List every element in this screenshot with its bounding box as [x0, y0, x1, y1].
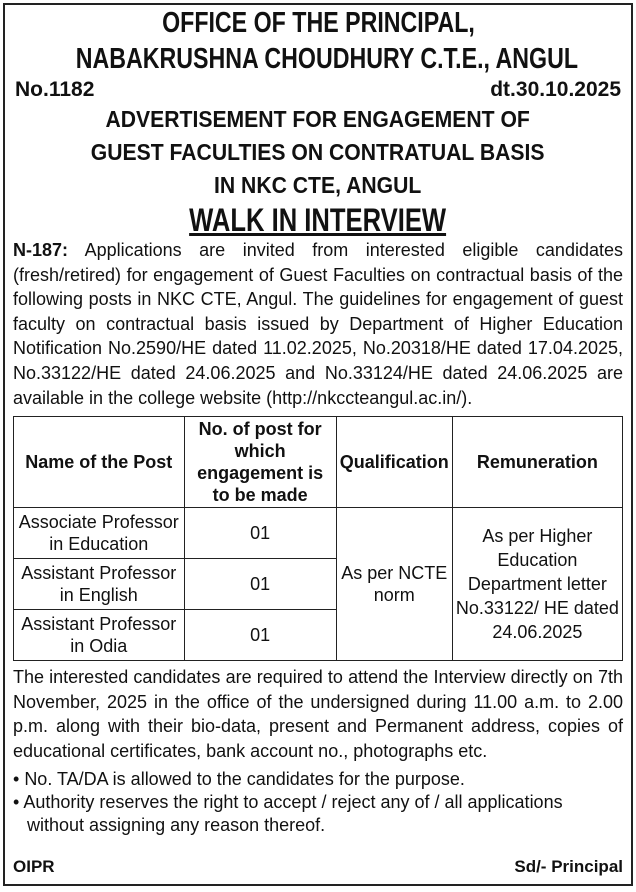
post-name: Associate Professor in Education — [14, 508, 185, 559]
advertisement-border — [3, 3, 633, 886]
heading-line2: GUEST FACULTIES ON CONTRATUAL BASIS — [91, 139, 545, 165]
header-count: No. of post for which engagement is to be made — [184, 417, 336, 508]
post-count: 01 — [184, 610, 336, 661]
header-remuneration: Remuneration — [452, 417, 622, 508]
post-name: Assistant Professor in Odia — [14, 610, 185, 661]
walk-in-heading: WALK IN INTERVIEW — [189, 202, 447, 238]
heading-line1: ADVERTISEMENT FOR ENGAGEMENT OF — [105, 106, 531, 132]
footer-code: OIPR — [13, 857, 55, 876]
notice-code: N-187: — [13, 240, 69, 260]
remuneration: As per Higher Education Department letter No.33122/ HE dated 24.06.2025 — [452, 508, 622, 661]
table-header-row — [14, 417, 623, 508]
post-count: 01 — [184, 559, 336, 610]
header-post: Name of the Post — [14, 417, 185, 508]
ref-number: No.1182 — [15, 78, 95, 101]
bullet-item: • Authority reserves the right to accept / reject any of / all applications without assigning any reason thereof. — [13, 791, 563, 835]
instructions-paragraph: The interested candidates are required to attend the Interview directly on 7th November, 2025 in the office of the undersigned during 11.00 a.m. to 2.00 p.m. along with their bio-data, present and Permanent address, copies of educational certificates, bank account no., photographs etc. — [13, 667, 623, 761]
office-title-line2: NABAKRUSHNA CHOUDHURY C.T.E., ANGUL — [75, 43, 579, 75]
post-count: 01 — [184, 508, 336, 559]
signature: Sd/- Principal — [514, 857, 623, 876]
bullet-item: • No. TA/DA is allowed to the candidates for the purpose. — [13, 768, 465, 789]
heading-line3: IN NKC CTE, ANGUL — [214, 172, 422, 198]
ref-date: dt.30.10.2025 — [490, 78, 621, 101]
ref-row — [13, 77, 623, 103]
office-title-line1: OFFICE OF THE PRINCIPAL, — [161, 7, 475, 39]
table-row — [14, 508, 623, 559]
intro-paragraph: N-187: Applications are invited from interested eligible candidates (fresh/retired) for engagement of Guest Faculties on contractual basis of the following posts in NKC CTE, Angul. The guidelines for engagement of guest faculty on contractual basis issued by Department of Higher Education Notification No.2590/HE dated 11.02.2025, No.20318/HE dated 17.04.2025, No.33122/HE dated 24.06.2025 and No.33124/HE dated 24.06.2025 are available in the college website (http://nkccteangul.ac.in/). — [13, 240, 623, 408]
header-qualification: Qualification — [336, 417, 452, 508]
footer — [13, 846, 623, 878]
posts-table — [13, 416, 623, 661]
qualification: As per NCTE norm — [336, 508, 452, 661]
bullet-list — [13, 768, 623, 837]
post-name: Assistant Professor in English — [14, 559, 185, 610]
